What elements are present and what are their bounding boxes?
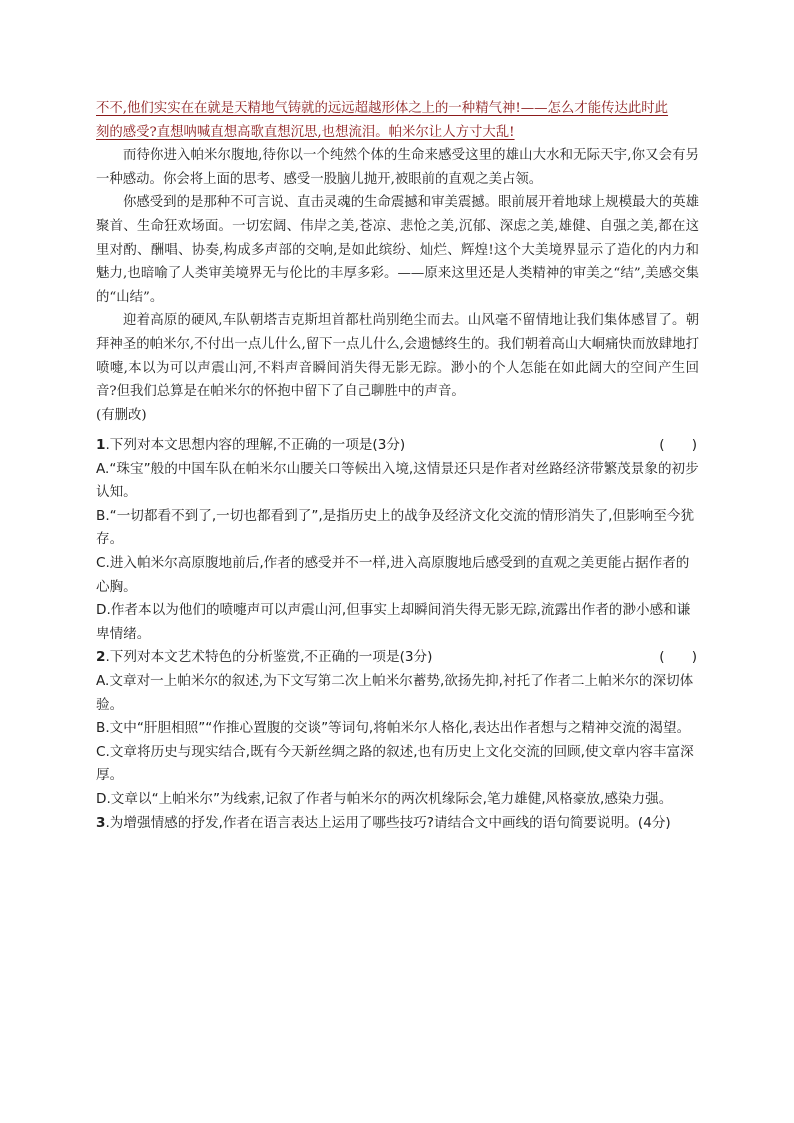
q2-option-d: D.文章以“上帕米尔”为线索,记叙了作者与帕米尔的两次机缘际会,笔力雄健,风格豪放,感染力强。	[96, 790, 673, 807]
question-3-stem	[96, 812, 699, 836]
question-number: 2	[96, 649, 106, 666]
answer-blank: ( )	[659, 649, 697, 666]
questions-section	[96, 434, 699, 835]
q1-option-a: A.“珠宝”般的中国车队在帕米尔山腰关口等候出入境,这情景还只是作者对丝路经济带繁茂景象的初步认知。	[96, 460, 699, 501]
question-text: .为增强情感的抒发,作者在语言表达上运用了哪些技巧?请结合文中画线的语句简要说明。(4分)	[105, 814, 671, 831]
question-text: .下列对本文思想内容的理解,不正确的一项是(3分)	[105, 437, 406, 453]
question-1-stem	[96, 434, 699, 458]
passage-paragraph-2: 而待你进入帕米尔腹地,待你以一个纯然个体的生命来感受这里的雄山大水和无际天宇,你又会有另一种感动。你会将上面的思考、感受一股脑儿抛开,被眼前的直观之美占领。	[96, 148, 699, 187]
q1-option-d: D.作者本以为他们的喷嚏声可以声震山河,但事实上却瞬间消失得无影无踪,流露出作者的渺小感和谦卑情绪。	[96, 602, 691, 642]
question-number: 1	[96, 437, 106, 453]
reading-passage	[96, 97, 699, 427]
question-text: .下列对本文艺术特色的分析鉴赏,不正确的一项是(3分)	[105, 649, 433, 666]
question-number: 3	[96, 814, 106, 831]
underlined-sentence-1: 不不,他们实实在在就是天精地气铸就的远远超越形体之上的一种精气神!——怎么才能传达此时此	[96, 101, 669, 116]
answer-blank: ( )	[659, 437, 697, 453]
passage-paragraph-3: 你感受到的是那种不可言说、直击灵魂的生命震撼和审美震撼。眼前展开着地球上规模最大的英雄聚首、生命狂欢场面。一切宏阔、伟岸之美,苍凉、悲怆之美,沉郁、深虑之美,雄健、自强之美,都在这里对酌、酬唱、协奏,构成多声部的交响,是如此缤纷、灿烂、辉煌!这个大美境界显示了造化的内力和魅力,也暗喻了人类审美境界无与伦比的丰厚多彩。——原来这里还是人类精神的审美之“结”,美感交集的“山结”。	[96, 195, 699, 305]
question-2-stem	[96, 646, 699, 670]
underlined-sentence-2: 刻的感受?直想呐喊直想高歌直想沉思,也想流泪。帕米尔让人方寸大乱!	[96, 124, 515, 140]
q2-option-b: B.文中“肝胆相照”“作推心置腹的交谈”等词句,将帕米尔人格化,表达出作者想与之精神交流的渴望。	[96, 720, 691, 737]
passage-paragraph-4: 迎着高原的硬风,车队朝塔吉克斯坦首都杜尚别绝尘而去。山风毫不留情地让我们集体感冒了。朝拜神圣的帕米尔,不付出一点儿什么,留下一点儿什么,会遗憾终生的。我们朝着高山大峒痛快而放肆地打喷嚏,本以为可以声震山河,不料声音瞬间消失得无影无踪。渺小的个人怎能在如此阔大的空间产生回音?但我们总算是在帕米尔的怀抱中留下了自己聊胜中的声音。	[96, 313, 699, 400]
source-note: (有删改)	[96, 407, 147, 423]
q1-option-b: B.“一切都看不到了,一切也都看到了”,是指历史上的战争及经济文化交流的情形消失了,但影响至今犹存。	[96, 507, 695, 548]
q2-option-c: C.文章将历史与现实结合,既有今天新丝绸之路的叙述,也有历史上文化交流的回顾,使文章内容丰富深厚。	[96, 743, 694, 784]
q1-option-c: C.进入帕米尔高原腹地前后,作者的感受并不一样,进入高原腹地后感受到的直观之美更能占据作者的心胸。	[96, 554, 690, 595]
q2-option-a: A.文章对一上帕米尔的叙述,为下文写第二次上帕米尔蓄势,欲扬先抑,衬托了作者二上帕米尔的深切体验。	[96, 672, 694, 713]
